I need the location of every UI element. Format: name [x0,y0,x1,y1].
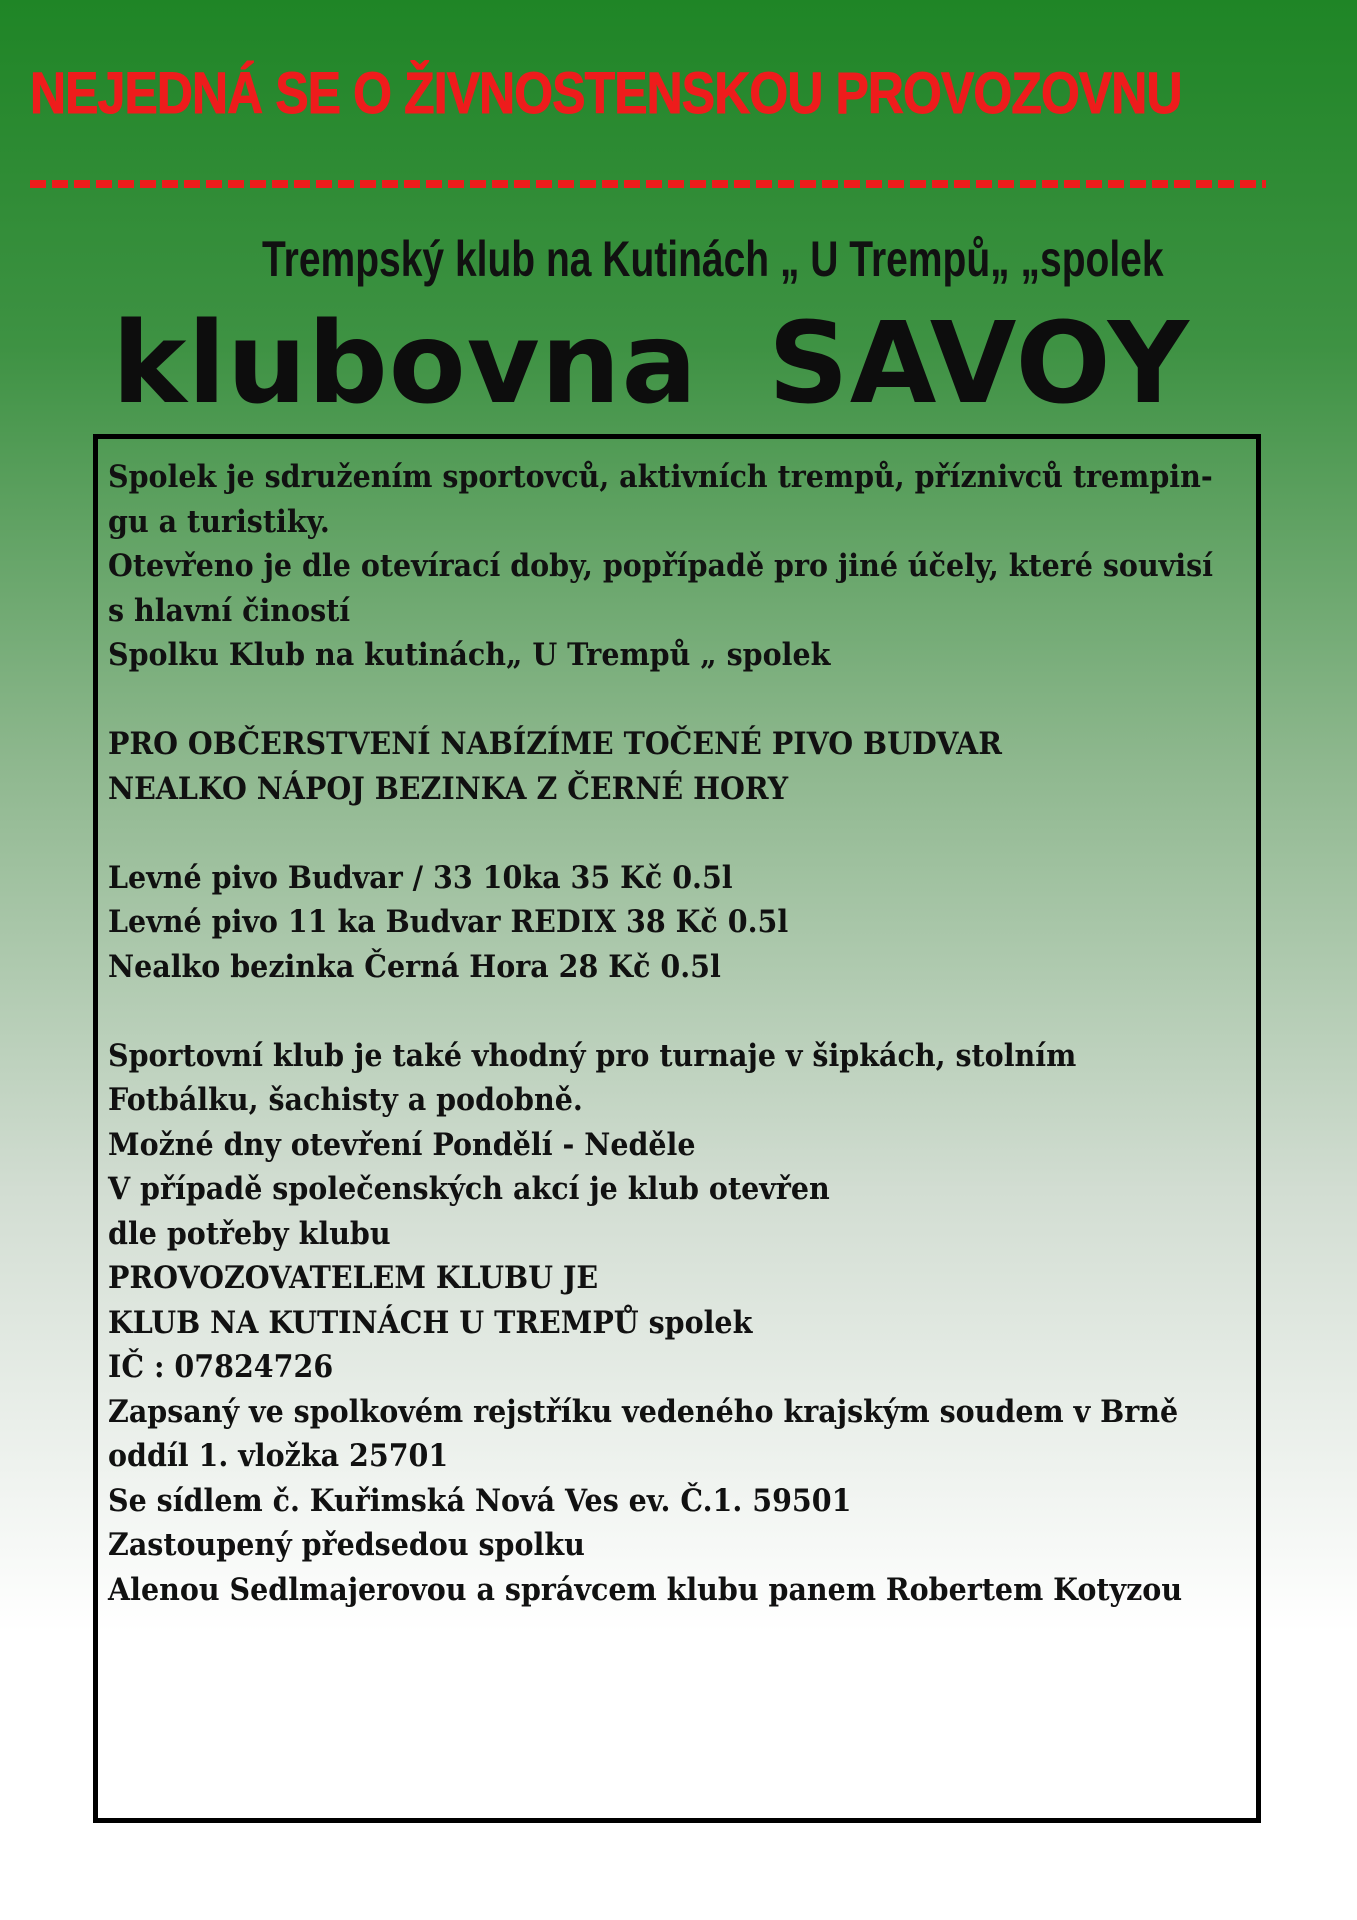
text-line: s hlavní čiností [108,592,351,629]
detail-line: KLUB NA KUTINÁCH U TREMPŮ spolek [108,1304,753,1341]
info-box [93,434,1261,1823]
detail-line: Možné dny otevření Pondělí - Neděle [108,1126,696,1163]
price-line: Levné pivo 11 ka Budvar REDIX 38 Kč 0.5l [108,904,789,940]
detail-line: Alenou Sedlmajerovou a správcem klubu panem Robertem Kotyzou [108,1571,1183,1608]
price-line: Nealko bezinka Černá Hora 28 Kč 0.5l [108,948,721,985]
headline-right: SAVOY [768,299,1190,429]
text-line: Spolek je sdružením sportovců, aktivních trempů, příznivců trempin- [108,459,1213,495]
headline [112,300,1252,429]
detail-line: V případě společenských akcí je klub otevřen [108,1171,830,1207]
detail-line: Sportovní klub je také vhodný pro turnaje v šipkách, stolním [108,1037,1077,1074]
club-name: Trempský klub na Kutinách „ U Trempů„ „spolek [262,231,1164,287]
price-line: Levné pivo Budvar / 33 10ka 35 Kč 0.5l [108,859,733,896]
detail-line: Fotbálku, šachisty a podobně. [108,1082,583,1118]
text-line: gu a turistiky. [108,503,330,540]
detail-line: Zapsaný ve spolkovém rejstříku vedeného krajským soudem v Brně [108,1393,1179,1430]
detail-line: PROVOZOVATELEM KLUBU JE [108,1260,599,1296]
offer-line: NEALKO NÁPOJ BEZINKA Z ČERNÉ HORY [108,770,789,807]
detail-line: oddíl 1. vložka 25701 [108,1438,449,1474]
text-line: Spolku Klub na kutinách„ U Trempů „ spolek [108,637,831,673]
headline-left: klubovna [112,299,699,429]
detail-line: IČ : 07824726 [108,1349,334,1385]
offer-line: PRO OBČERSTVENÍ NABÍZÍME TOČENÉ PIVO BUDVAR [108,726,1002,762]
detail-line: Se sídlem č. Kuřimská Nová Ves ev. Č.1. 59501 [108,1482,852,1519]
detail-line: dle potřeby klubu [108,1215,391,1252]
dashed-divider [30,180,1266,188]
warning-heading: NEJEDNÁ SE O ŽIVNOSTENSKOU PROVOZOVNU [30,61,1182,126]
detail-line: Zastoupený předsedou spolku [108,1527,585,1563]
text-line: Otevřeno je dle otevírací doby, popřípadě pro jiné účely, které souvisí [108,548,1213,584]
